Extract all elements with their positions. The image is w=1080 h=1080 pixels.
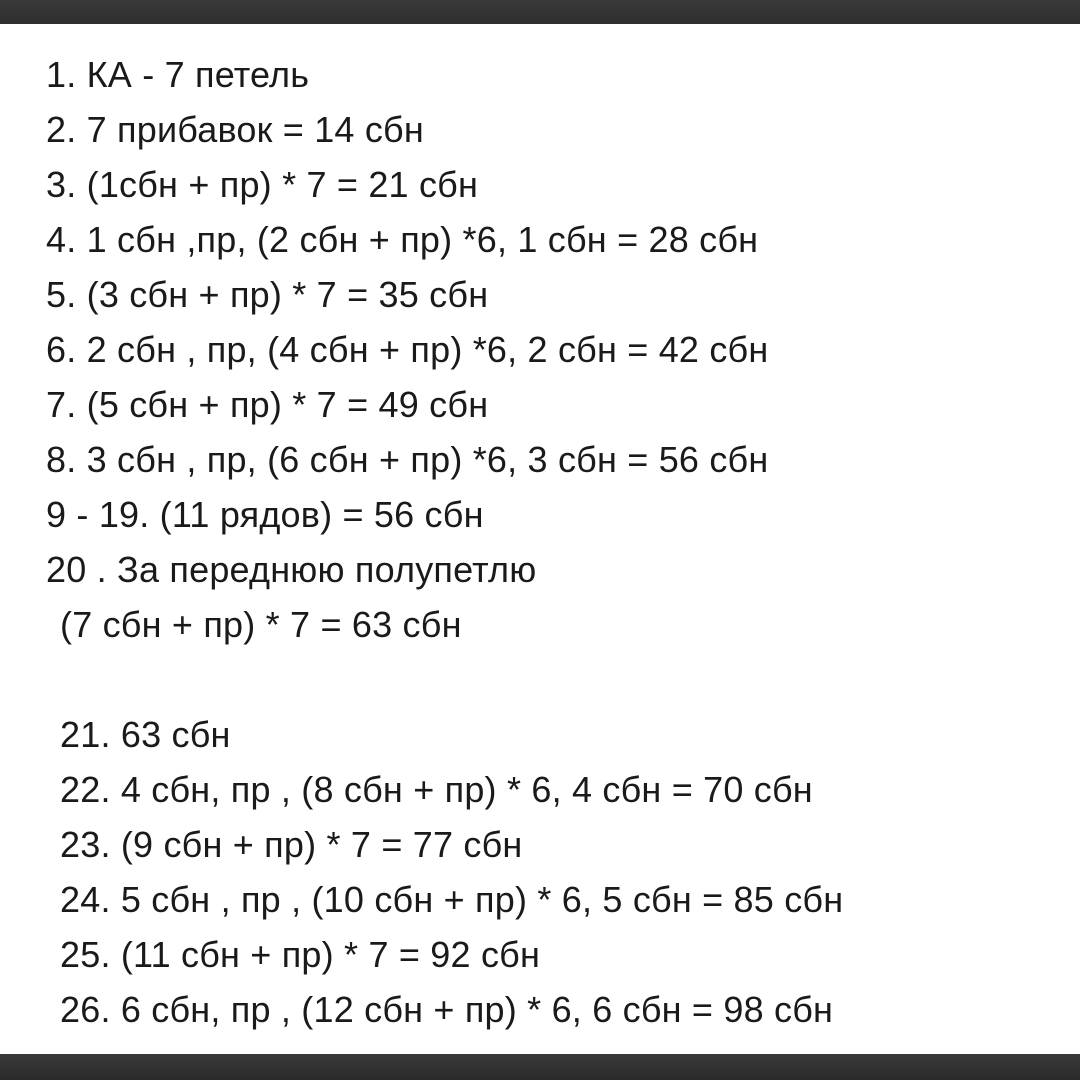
pattern-row-2: 2. 7 прибавок = 14 сбн	[46, 109, 424, 150]
pattern-row-25: 25. (11 сбн + пр) * 7 = 92 сбн	[60, 934, 541, 975]
pattern-row-1: 1. КА - 7 петель	[46, 54, 310, 95]
pattern-row-6: 6. 2 сбн , пр, (4 сбн + пр) *6, 2 сбн = 42 сбн	[46, 329, 769, 370]
note-text-area[interactable]	[0, 24, 1080, 1054]
pattern-row-8: 8. 3 сбн , пр, (6 сбн + пр) *6, 3 сбн = 56 сбн	[46, 439, 769, 480]
pattern-row-9-19: 9 - 19. (11 рядов) = 56 сбн	[46, 494, 484, 535]
pattern-row-24: 24. 5 сбн , пр , (10 сбн + пр) * 6, 5 сбн = 85 сбн	[60, 879, 844, 920]
pattern-row-5: 5. (3 сбн + пр) * 7 = 35 сбн	[46, 274, 489, 315]
pattern-row-3: 3. (1сбн + пр) * 7 = 21 сбн	[46, 164, 479, 205]
pattern-row-20: 20 . За переднюю полупетлю	[46, 549, 537, 590]
pattern-row-4: 4. 1 сбн ,пр, (2 сбн + пр) *6, 1 сбн = 28 сбн	[46, 219, 759, 260]
pattern-row-21: 21. 63 сбн	[60, 714, 231, 755]
pattern-row-20-detail: (7 сбн + пр) * 7 = 63 сбн	[60, 604, 462, 645]
pattern-row-23: 23. (9 сбн + пр) * 7 = 77 сбн	[60, 824, 523, 865]
pattern-row-26: 26. 6 сбн, пр , (12 сбн + пр) * 6, 6 сбн = 98 сбн	[60, 989, 834, 1030]
bottom-dark-bar	[0, 1054, 1080, 1080]
top-dark-bar	[0, 0, 1080, 24]
pattern-row-7: 7. (5 сбн + пр) * 7 = 49 сбн	[46, 384, 489, 425]
pattern-row-22: 22. 4 сбн, пр , (8 сбн + пр) * 6, 4 сбн = 70 сбн	[60, 769, 813, 810]
